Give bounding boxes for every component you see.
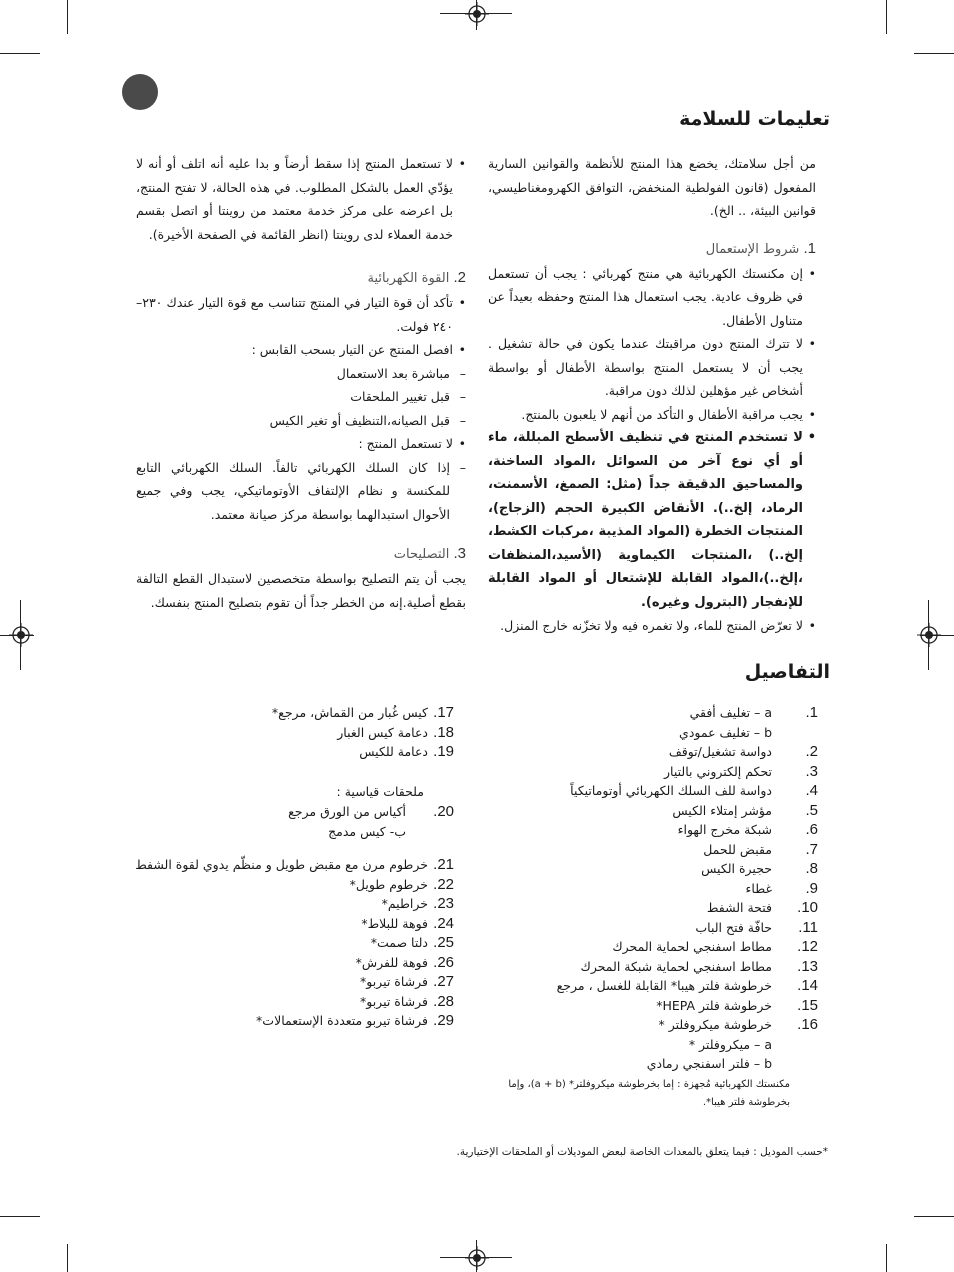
- part-number: [796, 723, 818, 743]
- part-number: 1.: [805, 704, 818, 721]
- part-number: 28.: [433, 992, 454, 1010]
- section-title: شروط الإستعمال: [705, 241, 800, 257]
- part-item: [488, 937, 818, 957]
- details-note: [490, 1076, 790, 1112]
- part-number: [796, 1035, 818, 1055]
- part-item: [488, 879, 818, 899]
- part-label: فرشاة تيربو*: [359, 993, 428, 1009]
- part-item: [124, 953, 454, 973]
- part-item: [124, 992, 454, 1012]
- part-label: خرطوم مرن مع مقبض طويل و منظّم يدوي لقوة الشفط: [135, 857, 428, 872]
- part-label: أكياس من الورق مرجع: [288, 804, 406, 819]
- section-2-heading: [136, 266, 466, 291]
- part-label: خرطوم طويل*: [349, 876, 428, 892]
- safety-left-column: [136, 152, 466, 614]
- section-title: التصليحات: [393, 547, 450, 562]
- part-number: 2.: [805, 743, 818, 760]
- part-label: ب- كيس مدمج: [328, 823, 406, 839]
- part-number: 19.: [433, 743, 454, 760]
- bullet-item: • لا تترك المنتج دون مراقبتك عندما يكون في حالة تشغيل . يجب أن لا يستعمل المنتج بواسطة الأطفال أو بواسطة أشخاص غير مؤهلين لذلك دون مراقبة.: [488, 332, 816, 403]
- part-item: [488, 723, 818, 743]
- part-number: 3.: [805, 762, 818, 780]
- part-label: دواسة تشغيل/توقف: [668, 744, 772, 759]
- part-label: غطاء: [745, 880, 772, 896]
- section-3-heading: [136, 542, 466, 567]
- bullet-item-warning: • لا تستخدم المنتج في تنظيف الأسطح المبللة، ماء أو أي نوع آخر من السوائل ،المواد الساخنة، والمساحيق الدقيقة جداً (مثل: الصمغ، الأسمنت، الرماد، إلخ..). الأنقاض الكبيرة الحجم (الزجاج)، المنتجات الخطرة (المواد المذيبة ،مركبات الكشط، إلخ..) ،المنتجات الكيماوية (الأسيد،المنظفات ،إلخ..)،المواد القابلة للإشتعال أو المواد القابلة للإنفجار (البترول وغيره).: [488, 426, 816, 614]
- part-label: فرشاة تيربو*: [359, 974, 428, 989]
- accessories-label: [337, 782, 424, 802]
- part-number: 20.: [433, 803, 454, 820]
- part-number: 21.: [433, 856, 454, 873]
- part-label: b – تغليف عمودي: [679, 724, 772, 740]
- safety-title: تعليمات للسلامة: [679, 108, 830, 130]
- part-number: 23.: [433, 895, 454, 912]
- part-item: [488, 1035, 818, 1055]
- dash-list: [136, 362, 466, 433]
- part-label: مطاط اسفنجي لحماية المحرك: [612, 939, 772, 954]
- part-item: [488, 859, 818, 879]
- part-item: [124, 933, 454, 953]
- details-parts-list-left: [134, 703, 454, 762]
- part-number: 11.: [798, 918, 818, 936]
- section-1-heading: [488, 237, 816, 262]
- part-number: 8.: [805, 860, 818, 877]
- part-number: [796, 1054, 818, 1074]
- details-title: التفاصيل: [744, 661, 830, 683]
- part-label: b – فلتر اسفنجي رمادي: [646, 1056, 772, 1071]
- part-item: [488, 801, 818, 821]
- bullet-item: • لا تستعمل المنتج إذا سقط أرضاً و بدا عليه أنه اتلف أو أنه لا يؤدّي العمل بالشكل المطلوب. في هذه الحالة، لا تفتح المنتج، بل اعرضه على مركز خدمة معتمد من روينتا أو اتصل بقسم خدمة العملاء لدى روينتا (انظر القائمة في الصفحة الأخيرة).: [136, 152, 466, 246]
- part-item: [124, 972, 454, 992]
- part-number: 6.: [805, 821, 818, 838]
- part-number: 26.: [433, 953, 454, 971]
- bullet-item: • لا تعرّض المنتج للماء، ولا تغمره فيه ولا تخزّنه خارج المنزل.: [488, 614, 816, 638]
- bullet-item: • تأكد أن قوة التيار في المنتج تتناسب مع قوة التيار عندك ٢٣٠– ٢٤٠ فولت.: [136, 291, 466, 338]
- part-label: خرطوشة فلتر هيبا* القابلة للغسل ، مرجع: [556, 978, 772, 993]
- part-item: [134, 802, 454, 822]
- part-label: حافّة فتح الباب: [695, 919, 772, 935]
- part-item: [134, 703, 454, 723]
- section-title: القوة الكهربائية: [367, 271, 450, 286]
- dash-list: [136, 456, 466, 527]
- part-number: 5.: [805, 801, 818, 819]
- registration-mark-icon: [917, 623, 941, 647]
- part-label: حجيرة الكيس: [701, 861, 772, 876]
- part-label: خرطوشة فلتر HEPA*: [656, 997, 772, 1013]
- part-label: تحكم إلكتروني بالتيار: [664, 763, 772, 779]
- part-label: a – تغليف أفقي: [689, 705, 772, 720]
- part-label: فتحة الشفط: [706, 900, 772, 915]
- part-number: 4.: [805, 782, 818, 799]
- bullet-list: [136, 432, 466, 456]
- footnote: *حسب الموديل : فيما يتعلق بالمعدات الخاصة لبعض الموديلات أو الملحقات الإختيارية.: [456, 1146, 828, 1158]
- part-label: مقبض للحمل: [703, 841, 772, 857]
- part-label: خراطيم*: [381, 896, 428, 911]
- part-label: مؤشر إمتلاء الكيس: [672, 802, 772, 818]
- dash-item: – قبل الصيانه،التنظيف أو تغير الكيس: [136, 409, 466, 433]
- part-number: 25.: [433, 934, 454, 951]
- part-number: 24.: [433, 914, 454, 932]
- part-number: 29.: [433, 1012, 454, 1029]
- part-number: 17.: [433, 704, 454, 721]
- part-item: [134, 822, 454, 842]
- bullet-list: [136, 291, 466, 362]
- part-label: مطاط اسفنجي لحماية شبكة المحرك: [580, 958, 772, 974]
- part-item: [488, 957, 818, 977]
- section-number: 1.: [803, 239, 816, 257]
- part-number: 27.: [433, 973, 454, 990]
- bullet-list: [136, 152, 466, 246]
- registration-mark-icon: [465, 2, 489, 26]
- bullet-item: • يجب مراقبة الأطفال و التأكد من أنهم لا يلعبون بالمنتج.: [488, 403, 816, 427]
- part-item: [488, 840, 818, 860]
- part-item: [134, 742, 454, 762]
- part-item: [488, 820, 818, 840]
- part-label: فرشاة تيربو متعددة الإستعمالات*: [256, 1013, 428, 1028]
- part-number: 9.: [805, 879, 818, 897]
- part-item: [488, 1015, 818, 1035]
- part-item: [124, 855, 454, 875]
- bullet-item: • لا تستعمل المنتج :: [136, 432, 466, 456]
- safety-right-column: [488, 152, 816, 638]
- part-item: [488, 703, 818, 723]
- dash-item: – مباشرة بعد الاستعمال: [136, 362, 466, 386]
- safety-intro: من أجل سلامتك، يخضع هذا المنتج للأنظمة والقوانين السارية المفعول (قانون الفولطية المنخفض، التوافق الكهرومغناطيسي، قوانين البيئة، .. الخ).: [488, 156, 816, 218]
- part-label: كيس غُبار من القماش، مرجع*: [271, 705, 428, 720]
- accessories-label-text: ملحقات قياسية :: [336, 784, 424, 799]
- details-note-text: مكنستك الكهربائية مُجهزة : إما بخرطوشة ميكروفلتر* (a + b)، وإما بخرطوشة فلتر هيبا*.: [508, 1079, 790, 1108]
- part-label: خرطوشة ميكروفلتر *: [658, 1017, 772, 1032]
- section-number: 2.: [453, 269, 466, 286]
- page-marker-dot: [122, 74, 158, 110]
- dash-item: – قبل تغيير الملحقات: [136, 385, 466, 409]
- registration-mark-icon: [9, 623, 33, 647]
- part-item: [488, 781, 818, 801]
- part-item: [488, 996, 818, 1016]
- dash-item: – إذا كان السلك الكهربائي تالفاً. السلك الكهربائي التابع للمكنسة و نظام الإلتفاف الأوتوماتيكي، يجب وفي جميع الأحوال استبدالهما بواسطة مركز صيانة معتمد.: [136, 456, 466, 527]
- bullet-item: • إن مكنستك الكهربائية هي منتج كهربائي : يجب أن تستعمل في ظروف عادية. يجب استعمال هذا المنتج وحفظه بعيداً عن متناول الأطفال.: [488, 262, 816, 333]
- part-label: شبكة مخرج الهواء: [677, 822, 772, 837]
- part-label: a – ميكروفلتر *: [688, 1036, 772, 1052]
- part-number: 10.: [797, 899, 818, 916]
- part-item: [134, 723, 454, 743]
- registration-mark-icon: [465, 1246, 489, 1270]
- part-label: فوهة للبلاط*: [361, 915, 428, 931]
- part-label: دعامة للكيس: [359, 744, 428, 759]
- bullet-item: • افصل المنتج عن التيار بسحب القابس :: [136, 338, 466, 362]
- section-3-text: يجب أن يتم التصليح بواسطة متخصصين لاستبدال القطع التالفة بقطع أصلية.إنه من الخطر جداً أن تقوم بتصليح المنتج بنفسك.: [136, 571, 466, 610]
- part-number: 7.: [805, 840, 818, 858]
- part-item: [488, 1054, 818, 1074]
- part-item: [124, 914, 454, 934]
- part-number: 16.: [797, 1016, 818, 1033]
- bullet-list: [488, 262, 816, 638]
- part-label: دعامة كيس الغبار: [337, 724, 428, 740]
- part-item: [488, 918, 818, 938]
- part-number: 22.: [433, 875, 454, 893]
- part-item: [124, 875, 454, 895]
- details-parts-list: [488, 703, 818, 1074]
- part-number: 12.: [797, 938, 818, 955]
- part-number: 18.: [433, 723, 454, 741]
- part-item: [488, 762, 818, 782]
- accessories-list: [134, 802, 454, 841]
- part-number: 15.: [797, 996, 818, 1014]
- part-item: [488, 976, 818, 996]
- part-item: [488, 742, 818, 762]
- part-label: دواسة للف السلك الكهربائي أوتوماتيكياً: [570, 783, 772, 798]
- details-parts-list-left-2: [124, 855, 454, 1031]
- part-number: 13.: [797, 957, 818, 975]
- part-label: فوهة للفرش*: [355, 954, 428, 970]
- part-number: [432, 822, 454, 842]
- section-number: 3.: [453, 545, 466, 562]
- part-number: 14.: [797, 977, 818, 994]
- part-item: [124, 894, 454, 914]
- part-item: [488, 898, 818, 918]
- part-label: دلتا صمت*: [370, 935, 428, 950]
- part-item: [124, 1011, 454, 1031]
